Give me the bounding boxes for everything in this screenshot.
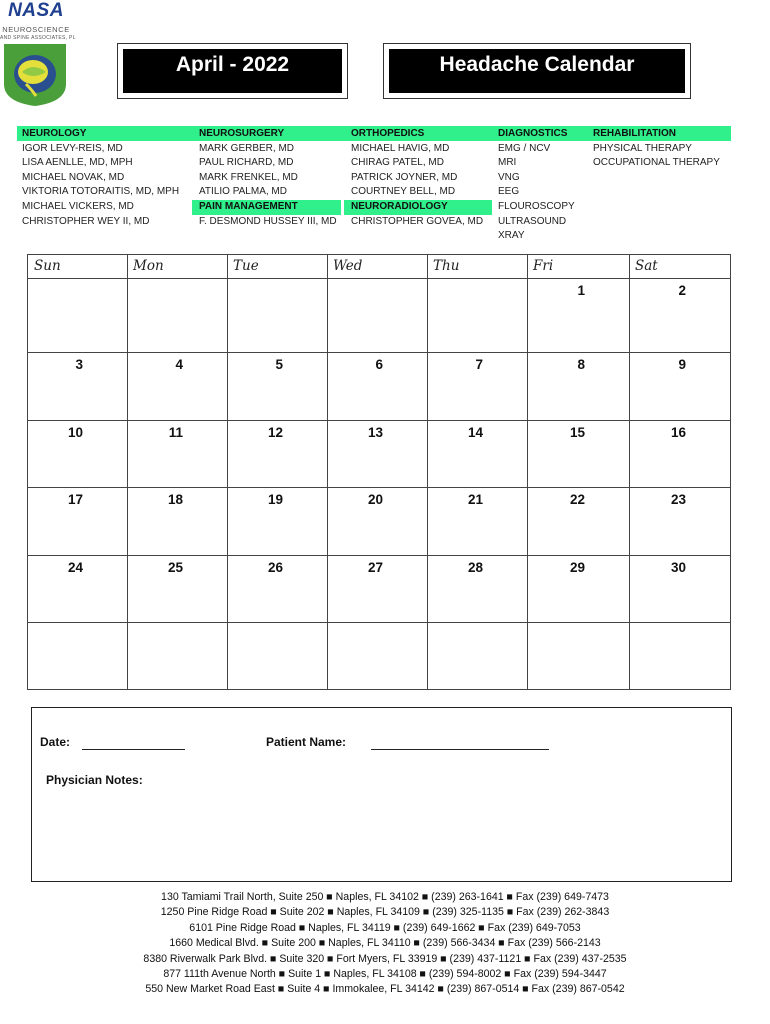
day-header-wed: Wed xyxy=(333,258,363,274)
day-number: 8 xyxy=(577,357,585,372)
calendar-day-cell[interactable] xyxy=(427,555,527,622)
calendar-day-cell[interactable] xyxy=(527,420,629,487)
physician-notes-area[interactable] xyxy=(46,792,716,876)
calendar-day-cell[interactable] xyxy=(28,487,127,555)
orthopedics-column xyxy=(351,127,483,229)
day-number: 9 xyxy=(678,357,686,372)
brain-shield-icon xyxy=(2,44,68,106)
calendar-day-cell[interactable] xyxy=(28,555,127,622)
day-number: 20 xyxy=(367,492,383,507)
address-line: 877 111th Avenue North ■ Suite 1 ■ Naples, FL 34108 ■ (239) 594-8002 ■ Fax (239) 594-3447 xyxy=(163,967,607,980)
address-line: 1660 Medical Blvd. ■ Suite 200 ■ Naples, FL 34110 ■ (239) 566-3434 ■ Fax (239) 566-2143 xyxy=(169,937,601,950)
service-item: EMG / NCV xyxy=(498,142,551,154)
day-number: 14 xyxy=(467,425,483,440)
doctor-name: MICHAEL HAVIG, MD xyxy=(351,142,450,154)
day-number: 3 xyxy=(75,357,83,372)
calendar-day-cell[interactable] xyxy=(127,487,227,555)
day-header-fri: Fri xyxy=(533,258,554,274)
day-number: 7 xyxy=(475,357,483,372)
calendar-day-cell[interactable] xyxy=(527,622,629,689)
pain-management-heading: PAIN MANAGEMENT xyxy=(199,200,298,212)
day-number: 16 xyxy=(670,425,686,440)
calendar-day-cell[interactable] xyxy=(127,352,227,420)
doctor-name: COURTNEY BELL, MD xyxy=(351,186,456,198)
service-item: PHYSICAL THERAPY xyxy=(593,142,692,154)
logo-subtitle-2: AND SPINE ASSOCIATES, PL xyxy=(0,35,76,41)
calendar-day-cell[interactable] xyxy=(227,555,327,622)
day-number: 30 xyxy=(670,560,686,575)
doctor-name: MICHAEL NOVAK, MD xyxy=(22,171,125,183)
calendar-day-cell[interactable] xyxy=(629,420,730,487)
day-number: 10 xyxy=(67,425,83,440)
doctor-name: ATILIO PALMA, MD xyxy=(199,186,287,198)
calendar-day-cell[interactable] xyxy=(427,352,527,420)
day-number: 12 xyxy=(267,425,283,440)
service-item: FLOUROSCOPY xyxy=(498,200,575,212)
rehabilitation-column xyxy=(593,127,720,171)
calendar-day-cell[interactable] xyxy=(527,352,629,420)
day-header-sun: Sun xyxy=(34,258,61,274)
doctor-name: PATRICK JOYNER, MD xyxy=(351,171,458,183)
day-number: 19 xyxy=(267,492,283,507)
logo-subtitle: NEUROSCIENCE xyxy=(2,25,70,34)
month-title: April - 2022 xyxy=(123,49,342,93)
notes-box xyxy=(31,707,732,882)
service-item: OCCUPATIONAL THERAPY xyxy=(593,157,720,169)
calendar-day-cell[interactable] xyxy=(28,622,127,689)
calendar-day-cell[interactable] xyxy=(28,420,127,487)
calendar-day-cell[interactable] xyxy=(527,278,629,352)
service-item: ULTRASOUND xyxy=(498,215,567,227)
neurosurgery-column xyxy=(199,127,337,229)
calendar-day-cell[interactable] xyxy=(327,622,427,689)
calendar-header-row xyxy=(28,255,730,279)
calendar-day-cell[interactable] xyxy=(327,555,427,622)
address-line: 1250 Pine Ridge Road ■ Suite 202 ■ Naples, FL 34109 ■ (239) 325-1135 ■ Fax (239) 262-3843 xyxy=(160,906,610,919)
address-footer xyxy=(0,890,770,998)
logo xyxy=(0,0,76,108)
diagnostics-heading: DIAGNOSTICS xyxy=(498,128,568,139)
day-number: 24 xyxy=(67,560,83,575)
calendar-day-cell[interactable] xyxy=(327,278,427,352)
patient-name-field[interactable] xyxy=(371,749,549,750)
service-item: VNG xyxy=(498,171,520,183)
neuroradiology-heading: NEURORADIOLOGY xyxy=(351,200,448,212)
day-number: 15 xyxy=(569,425,585,440)
day-number: 28 xyxy=(467,560,483,575)
calendar-grid xyxy=(27,254,731,690)
patient-name-label: Patient Name: xyxy=(266,735,347,749)
doctor-name: CHRISTOPHER GOVEA, MD xyxy=(351,215,484,227)
doctor-name: MICHAEL VICKERS, MD xyxy=(22,200,134,212)
doctor-name: PAUL RICHARD, MD xyxy=(199,157,294,169)
calendar-day-cell[interactable] xyxy=(629,487,730,555)
calendar-day-cell[interactable] xyxy=(427,622,527,689)
month-box xyxy=(117,43,348,99)
neurosurgery-heading: NEUROSURGERY xyxy=(199,128,285,139)
day-header-thu: Thu xyxy=(433,258,460,274)
calendar-day-cell[interactable] xyxy=(327,352,427,420)
logo-wordmark: NASA xyxy=(8,0,64,21)
doctor-name: F. DESMOND HUSSEY III, MD xyxy=(199,215,337,227)
calendar-day-cell[interactable] xyxy=(527,487,629,555)
day-number: 6 xyxy=(375,357,383,372)
calendar-day-cell[interactable] xyxy=(629,555,730,622)
day-number: 29 xyxy=(569,560,585,575)
day-header-sat: Sat xyxy=(635,258,658,274)
calendar-day-cell[interactable] xyxy=(527,555,629,622)
address-line: 8380 Riverwalk Park Blvd. ■ Suite 320 ■ Fort Myers, FL 33919 ■ (239) 437-1121 ■ Fax (239) 437-2535 xyxy=(143,952,627,965)
day-number: 17 xyxy=(67,492,83,507)
doctor-name: CHIRAG PATEL, MD xyxy=(351,157,444,169)
calendar-day-cell[interactable] xyxy=(427,487,527,555)
service-item: XRAY xyxy=(498,230,525,242)
calendar-day-cell[interactable] xyxy=(127,278,227,352)
calendar-day-cell[interactable] xyxy=(327,487,427,555)
day-number: 26 xyxy=(267,560,283,575)
service-item: MRI xyxy=(498,157,517,169)
day-number: 21 xyxy=(467,492,483,507)
calendar-day-cell[interactable] xyxy=(629,352,730,420)
neurology-heading: NEUROLOGY xyxy=(22,128,87,139)
doctor-name: VIKTORIA TOTORAITIS, MD, MPH xyxy=(22,186,180,198)
calendar-day-cell[interactable] xyxy=(427,278,527,352)
day-number: 25 xyxy=(167,560,183,575)
calendar-day-cell[interactable] xyxy=(28,278,127,352)
rehabilitation-heading: REHABILITATION xyxy=(593,128,676,139)
day-number: 27 xyxy=(367,560,383,575)
day-number: 22 xyxy=(569,492,585,507)
calendar-day-cell[interactable] xyxy=(327,420,427,487)
address-line: 130 Tamiami Trail North, Suite 250 ■ Naples, FL 34102 ■ (239) 263-1641 ■ Fax (239) 649-7473 xyxy=(161,891,609,903)
day-header-mon: Mon xyxy=(133,258,164,274)
day-number: 5 xyxy=(275,357,283,372)
page-title: Headache Calendar xyxy=(389,49,685,93)
calendar-day-cell[interactable] xyxy=(227,487,327,555)
calendar-day-cell[interactable] xyxy=(629,622,730,689)
day-number: 18 xyxy=(167,492,183,507)
calendar-day-cell[interactable] xyxy=(227,352,327,420)
neurology-column xyxy=(22,127,179,229)
service-item: EEG xyxy=(498,186,520,198)
doctor-name: MARK FRENKEL, MD xyxy=(199,171,298,183)
day-number: 23 xyxy=(670,492,686,507)
day-header-tue: Tue xyxy=(233,258,259,274)
day-number: 4 xyxy=(175,357,183,372)
day-number: 11 xyxy=(168,425,183,440)
doctor-name: IGOR LEVY-REIS, MD xyxy=(22,142,123,154)
physician-notes-label: Physician Notes: xyxy=(46,773,143,787)
orthopedics-heading: ORTHOPEDICS xyxy=(351,128,425,139)
date-field[interactable] xyxy=(82,749,185,750)
address-line: 550 New Market Road East ■ Suite 4 ■ Immokalee, FL 34142 ■ (239) 867-0514 ■ Fax (239) 867-0542 xyxy=(145,983,625,996)
calendar-day-cell[interactable] xyxy=(227,622,327,689)
doctor-name: LISA AENLLE, MD, MPH xyxy=(22,157,133,169)
address-line: 6101 Pine Ridge Road ■ Naples, FL 34119 ■ (239) 649-1662 ■ Fax (239) 649-7053 xyxy=(189,921,581,934)
day-number: 2 xyxy=(678,283,686,298)
doctor-name: MARK GERBER, MD xyxy=(199,142,295,154)
calendar-day-cell[interactable] xyxy=(127,622,227,689)
calendar-day-cell[interactable] xyxy=(127,555,227,622)
calendar-day-cell[interactable] xyxy=(28,352,127,420)
calendar-day-cell[interactable] xyxy=(227,420,327,487)
doctor-name: CHRISTOPHER WEY II, MD xyxy=(22,215,150,227)
title-box xyxy=(383,43,691,99)
calendar-day-cell[interactable] xyxy=(127,420,227,487)
calendar-day-cell[interactable] xyxy=(227,278,327,352)
diagnostics-column xyxy=(498,127,575,244)
calendar-day-cell[interactable] xyxy=(427,420,527,487)
date-label: Date: xyxy=(40,735,71,749)
day-number: 13 xyxy=(367,425,383,440)
day-number: 1 xyxy=(577,283,585,298)
calendar-day-cell[interactable] xyxy=(629,278,730,352)
